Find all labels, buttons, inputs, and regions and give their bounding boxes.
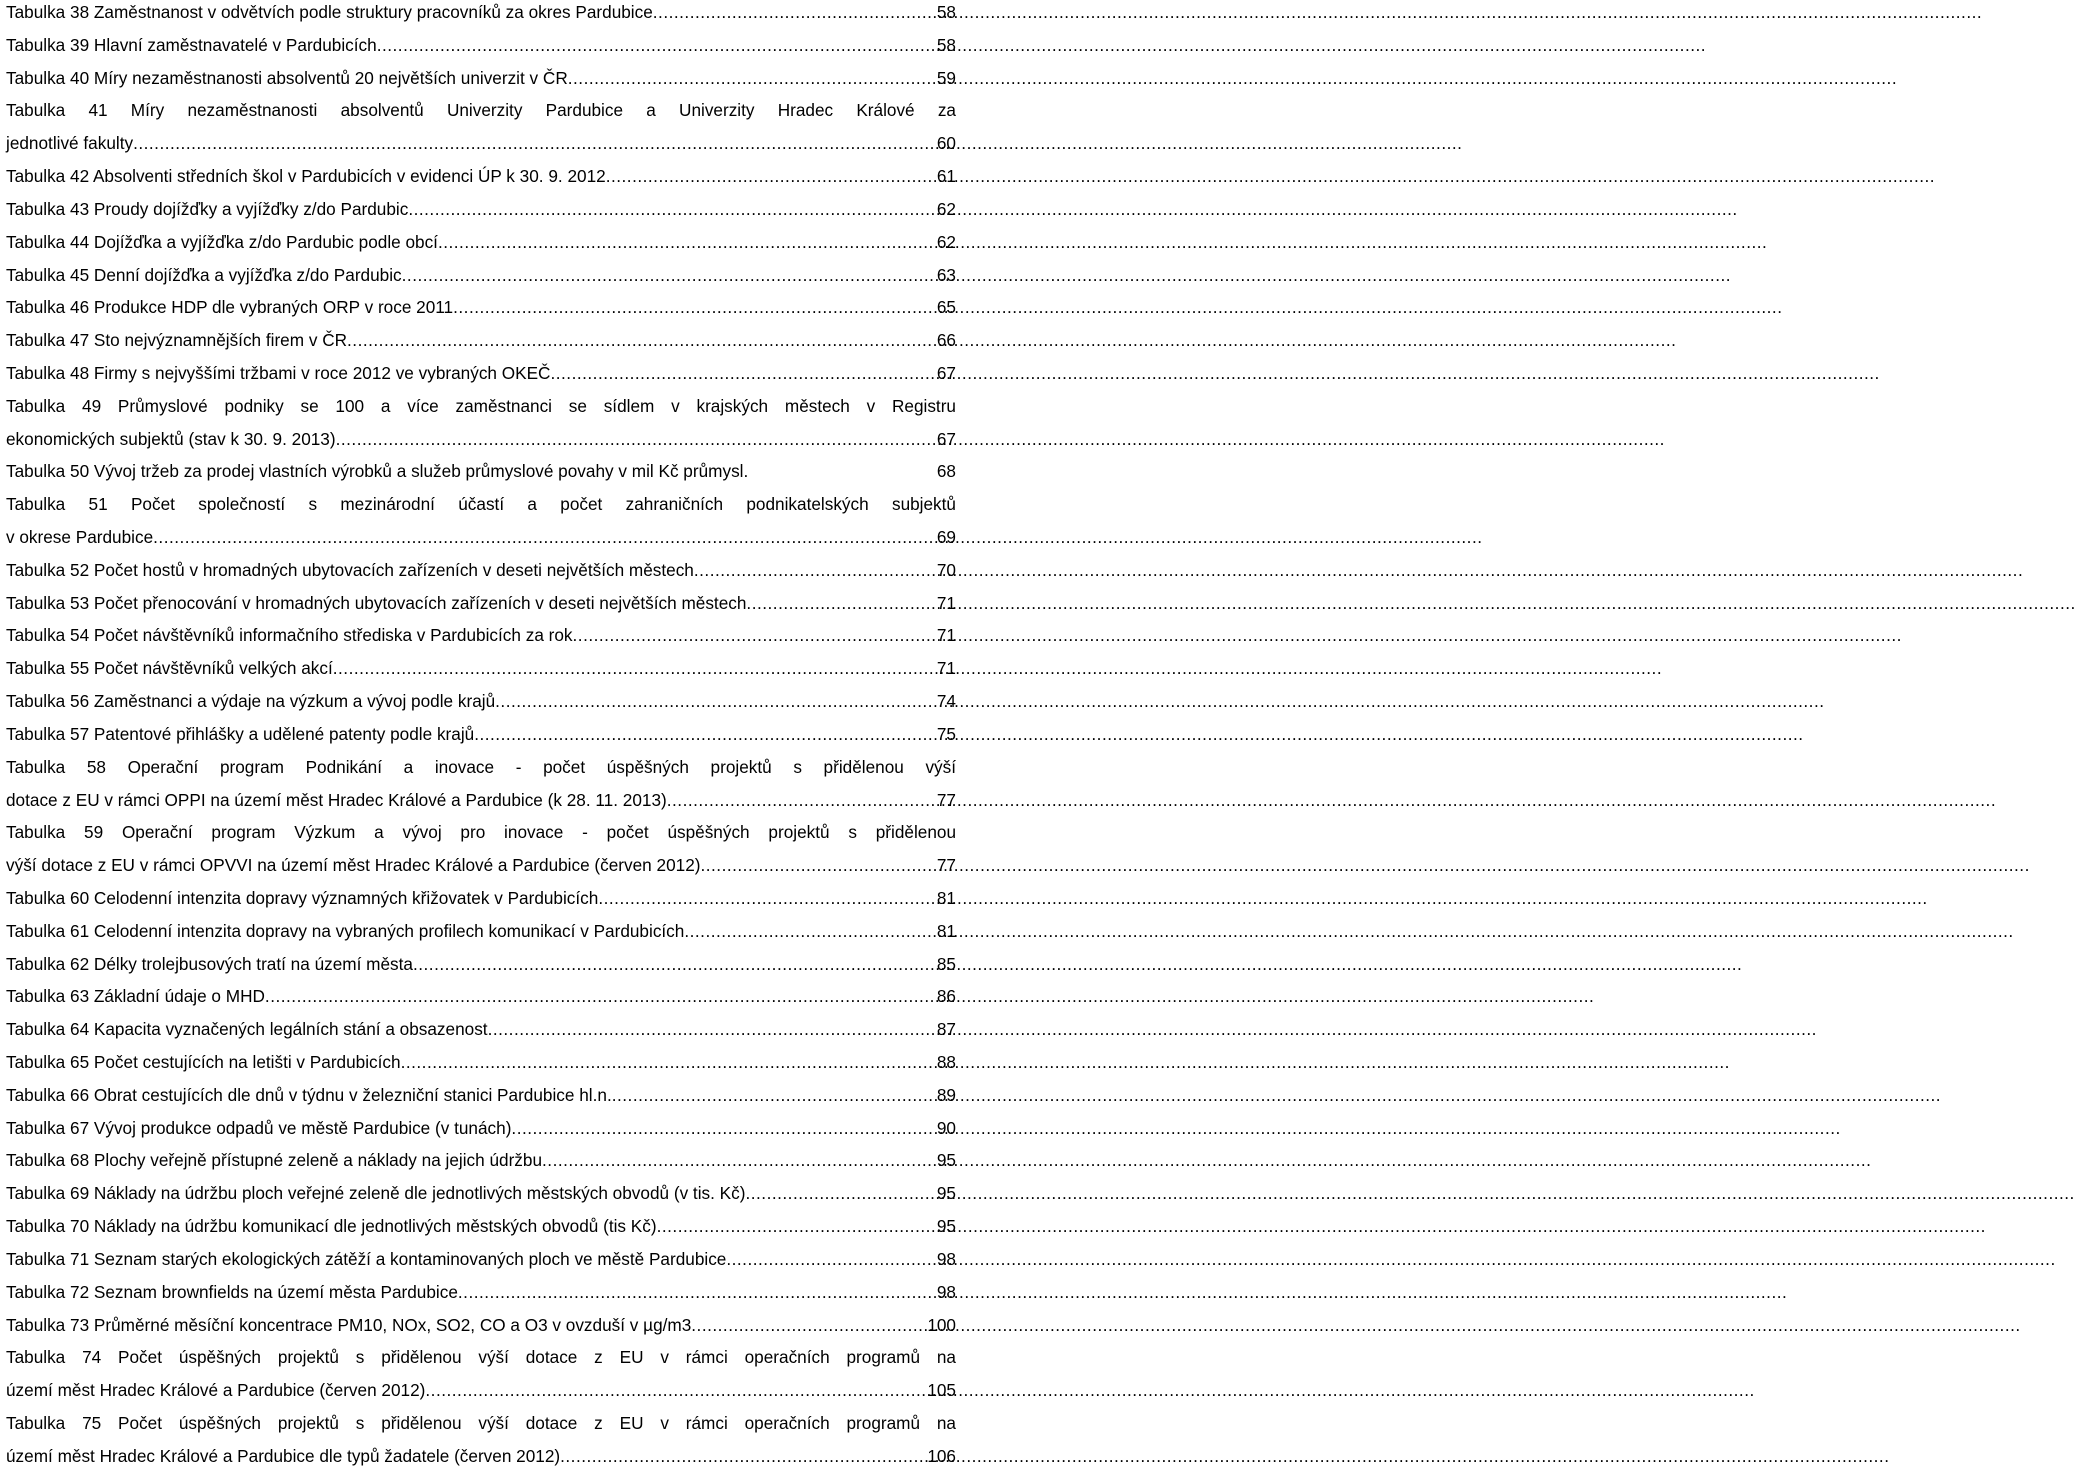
dot-leader (746, 587, 934, 620)
dot-leader (700, 849, 934, 882)
toc-entry-page-number: 77 (936, 855, 956, 876)
dot-leader (745, 1177, 934, 1210)
toc-entry-page-number: 69 (936, 527, 956, 547)
dot-leader (401, 1046, 935, 1079)
toc-entry-title-line: Tabulka 39 Hlavní zaměstnavatelé v Pardubicích (6, 34, 377, 55)
toc-entry-title-line: výší dotace z EU v rámci OPVVI na území měst Hradec Králové a Pardubice (červen 2012) (6, 855, 701, 876)
toc-entry-page-number: 70 (936, 559, 956, 580)
toc-entry[interactable] (6, 193, 956, 226)
toc-entry-title-line: území měst Hradec Králové a Pardubice dle typů žadatele (červen 2012) (6, 1445, 561, 1466)
toc-entry[interactable] (6, 357, 956, 390)
toc-entry-page-number: 100 (927, 1314, 956, 1335)
toc-entry-title-line: Tabulka 65 Počet cestujících na letišti v Pardubicích (6, 1052, 401, 1072)
toc-entry[interactable] (6, 62, 956, 95)
toc-entry-title-line: Tabulka 44 Dojížďka a vyjížďka z/do Pardubic podle obcí (6, 231, 438, 252)
toc-entry-page-number: 71 (936, 658, 956, 679)
dot-leader (453, 291, 935, 324)
toc-entry-title-line: Tabulka 58 Operační program Podnikání a inovace - počet úspěšných projektů s přidělenou výší (6, 756, 956, 777)
dot-leader (550, 357, 934, 390)
toc-entry[interactable] (6, 1309, 956, 1342)
toc-entry[interactable] (6, 259, 956, 292)
dot-leader (573, 619, 935, 652)
dot-leader (474, 718, 935, 751)
toc-entry-page-number: 71 (936, 625, 956, 646)
toc-entry-title-line: jednotlivé fakulty (6, 133, 134, 154)
dot-leader (726, 1243, 935, 1276)
toc-entry[interactable] (6, 1341, 956, 1407)
toc-entry-title-line: Tabulka 60 Celodenní intenzita dopravy významných křižovatek v Pardubicích (6, 887, 599, 908)
toc-entry[interactable] (6, 948, 956, 981)
toc-entry[interactable] (6, 390, 956, 456)
toc-entry-page-number: 98 (936, 1281, 956, 1302)
toc-entry-page-number: 71 (936, 592, 956, 613)
toc-entry[interactable] (6, 980, 956, 1013)
toc-entry-page-number: 65 (936, 297, 956, 318)
toc-entry-page-number: 58 (936, 34, 956, 55)
toc-entry[interactable] (6, 0, 956, 29)
toc-entry[interactable] (6, 915, 956, 948)
toc-entry-page-number: 88 (936, 1052, 956, 1072)
toc-entry-title-line: území měst Hradec Králové a Pardubice (červen 2012) (6, 1380, 426, 1401)
toc-entry-page-number: 95 (936, 1216, 956, 1237)
dot-leader (653, 0, 935, 29)
toc-entry[interactable] (6, 1112, 956, 1145)
toc-entry[interactable] (6, 718, 956, 751)
dot-leader (568, 62, 935, 95)
toc-entry-title-line: Tabulka 51 Počet společností s mezinárodní účastí a počet zahraničních podnikatelských subjektů (6, 494, 956, 515)
dot-leader (612, 1079, 935, 1112)
toc-entry-title-line: Tabulka 49 Průmyslové podniky se 100 a více zaměstnanci se sídlem v krajských městech v Registru (6, 395, 956, 416)
dot-leader (691, 1309, 925, 1342)
toc-entry-page-number: 68 (936, 461, 956, 482)
toc-entry[interactable] (6, 160, 956, 193)
dot-leader (542, 1144, 935, 1177)
dot-leader (438, 226, 935, 259)
toc-entry[interactable] (6, 1013, 956, 1046)
toc-entry-title-line: Tabulka 62 Délky trolejbusových tratí na území města (6, 953, 413, 974)
toc-entry-page-number: 67 (936, 428, 956, 449)
dot-leader (402, 259, 935, 292)
dot-leader (511, 1112, 934, 1145)
toc-entry-title-line: Tabulka 68 Plochy veřejně přístupné zeleně a náklady na jejich údržbu (6, 1150, 543, 1171)
toc-entry-page-number: 75 (936, 723, 956, 744)
table-of-tables-list (6, 0, 956, 1473)
toc-entry[interactable] (6, 29, 956, 62)
toc-entry-title-line: Tabulka 54 Počet návštěvníků informačního střediska v Pardubicích za rok (6, 625, 573, 646)
toc-entry-title-line: Tabulka 70 Náklady na údržbu komunikací dle jednotlivých městských obvodů (tis Kč) (6, 1216, 657, 1237)
toc-entry-page-number: 67 (936, 362, 956, 383)
dot-leader (425, 1374, 925, 1407)
dot-leader (408, 193, 935, 226)
toc-entry[interactable] (6, 1046, 956, 1079)
toc-entry-page-number: 90 (936, 1117, 956, 1138)
toc-entry-title-line: Tabulka 52 Počet hostů v hromadných ubytovacích zařízeních v deseti největších městech (6, 559, 694, 580)
dot-leader (153, 521, 935, 554)
toc-entry-title-line: Tabulka 50 Vývoj tržeb za prodej vlastních výrobků a služeb průmyslové povahy v mil Kč průmysl. (6, 461, 749, 482)
toc-entry-title-line: dotace z EU v rámci OPPI na území měst Hradec Králové a Pardubice (k 28. 11. 2013) (6, 789, 667, 810)
toc-entry-page-number: 87 (936, 1019, 956, 1040)
dot-leader (495, 685, 935, 718)
dot-leader (667, 784, 935, 817)
toc-entry-title-line: Tabulka 38 Zaměstnanost v odvětvích podle struktury pracovníků za okres Pardubice (6, 2, 653, 22)
toc-entry[interactable] (6, 554, 956, 587)
toc-entry-page-number: 77 (936, 789, 956, 810)
dot-leader (488, 1013, 935, 1046)
dot-leader (265, 980, 935, 1013)
dot-leader (560, 1440, 925, 1473)
toc-entry[interactable] (6, 587, 956, 620)
toc-entry-title-line: Tabulka 56 Zaměstnanci a výdaje na výzkum a vývoj podle krajů (6, 691, 496, 712)
toc-entry-page-number: 106 (927, 1445, 956, 1466)
toc-entry[interactable] (6, 652, 956, 685)
toc-entry-title-line: Tabulka 42 Absolventi středních škol v Pardubicích v evidenci ÚP k 30. 9. 2012 (6, 166, 606, 187)
toc-entry-title-line: Tabulka 45 Denní dojížďka a vyjížďka z/do Pardubic (6, 264, 402, 285)
toc-entry-title-line: Tabulka 53 Počet přenocování v hromadných ubytovacích zařízeních v deseti největších městech (6, 592, 747, 613)
dot-leader (694, 554, 935, 587)
dot-leader (377, 29, 935, 62)
toc-entry-page-number: 74 (936, 691, 956, 712)
toc-entry[interactable] (6, 455, 956, 488)
toc-entry[interactable] (6, 619, 956, 652)
toc-entry[interactable] (6, 291, 956, 324)
toc-entry-title-line: Tabulka 75 Počet úspěšných projektů s přidělenou výší dotace z EU v rámci operačních programů na (6, 1412, 956, 1433)
toc-entry-page-number: 60 (936, 133, 956, 154)
toc-entry-page-number: 81 (936, 887, 956, 908)
dot-leader (598, 882, 935, 915)
dot-leader (606, 160, 935, 193)
dot-leader (333, 652, 935, 685)
toc-entry-title-line: Tabulka 63 Základní údaje o MHD (6, 986, 265, 1007)
toc-entry-title-line: v okrese Pardubice (6, 527, 154, 547)
toc-entry[interactable] (6, 685, 956, 718)
toc-entry-title-line: Tabulka 72 Seznam brownfields na území města Pardubice (6, 1281, 458, 1302)
toc-entry-page-number: 63 (936, 264, 956, 285)
toc-entry[interactable] (6, 1177, 956, 1210)
toc-entry-title-line: Tabulka 71 Seznam starých ekologických zátěží a kontaminovaných ploch ve městě Pardubice (6, 1248, 727, 1269)
toc-entry-title-line: Tabulka 43 Proudy dojížďky a vyjížďky z/do Pardubic (6, 198, 409, 219)
toc-entry-title-line: Tabulka 64 Kapacita vyznačených legálních stání a obsazenost (6, 1019, 488, 1040)
toc-entry-page-number: 95 (936, 1150, 956, 1171)
dot-leader (458, 1276, 935, 1309)
dot-leader (413, 948, 935, 981)
dot-leader (347, 324, 935, 357)
toc-entry[interactable] (6, 324, 956, 357)
toc-entry-title-line: Tabulka 47 Sto nejvýznamnějších firem v ČR (6, 330, 348, 351)
toc-entry-page-number: 86 (936, 986, 956, 1007)
toc-entry-title-line: Tabulka 74 Počet úspěšných projektů s přidělenou výší dotace z EU v rámci operačních programů na (6, 1347, 956, 1368)
dot-leader (684, 915, 935, 948)
toc-entry-page-number: 59 (936, 67, 956, 88)
toc-entry[interactable] (6, 1407, 956, 1473)
dot-leader (133, 127, 935, 160)
toc-entry-title-line: Tabulka 46 Produkce HDP dle vybraných ORP v roce 2011 (6, 297, 454, 318)
toc-entry-page-number: 62 (936, 231, 956, 252)
toc-entry-title-line: Tabulka 40 Míry nezaměstnanosti absolventů 20 největších univerzit v ČR (6, 67, 568, 88)
toc-entry[interactable] (6, 1243, 956, 1276)
toc-entry-page-number: 105 (927, 1380, 956, 1401)
toc-entry[interactable] (6, 816, 956, 882)
toc-entry[interactable] (6, 882, 956, 915)
toc-entry[interactable] (6, 751, 956, 817)
toc-entry-title-line: Tabulka 73 Průměrné měsíční koncentrace PM10, NOx, SO2, CO a O3 v ovzduší v µg/m3 (6, 1314, 692, 1335)
toc-entry[interactable] (6, 94, 956, 160)
toc-entry-page-number: 89 (936, 1084, 956, 1105)
toc-entry-title-line: Tabulka 61 Celodenní intenzita dopravy na vybraných profilech komunikací v Pardubicích (6, 920, 685, 941)
toc-entry[interactable] (6, 488, 956, 554)
toc-entry-page-number: 95 (936, 1183, 956, 1204)
toc-entry-title-line: Tabulka 69 Náklady na údržbu ploch veřejné zeleně dle jednotlivých městských obvodů (v tis. Kč) (6, 1183, 746, 1204)
toc-entry[interactable] (6, 226, 956, 259)
toc-entry[interactable] (6, 1210, 956, 1243)
toc-entry[interactable] (6, 1276, 956, 1309)
toc-entry-page-number: 61 (936, 166, 956, 187)
toc-entry[interactable] (6, 1079, 956, 1112)
toc-entry-title-line: Tabulka 55 Počet návštěvníků velkých akcí (6, 658, 333, 679)
toc-entry-page-number: 98 (936, 1248, 956, 1269)
toc-entry[interactable] (6, 1144, 956, 1177)
toc-entry-title-line: Tabulka 67 Vývoj produkce odpadů ve městě Pardubice (v tunách) (6, 1117, 512, 1138)
toc-entry-page-number: 81 (936, 920, 956, 941)
toc-entry-page-number: 66 (936, 330, 956, 351)
toc-entry-title-line: ekonomických subjektů (stav k 30. 9. 2013) (6, 428, 336, 449)
toc-entry-page-number: 58 (936, 2, 956, 22)
toc-entry-title-line: Tabulka 57 Patentové přihlášky a udělené patenty podle krajů (6, 723, 475, 744)
dot-leader (336, 423, 935, 456)
toc-entry-title-line: Tabulka 48 Firmy s nejvyššími tržbami v roce 2012 ve vybraných OKEČ (6, 362, 551, 383)
toc-entry-page-number: 62 (936, 198, 956, 219)
toc-entry-title-line: Tabulka 59 Operační program Výzkum a vývoj pro inovace - počet úspěšných projektů s přidělenou (6, 822, 956, 843)
toc-entry-page-number: 85 (936, 953, 956, 974)
toc-entry-title-line: Tabulka 66 Obrat cestujících dle dnů v týdnu v železniční stanici Pardubice hl.n. (6, 1084, 612, 1105)
toc-entry-title-line: Tabulka 41 Míry nezaměstnanosti absolventů Univerzity Pardubice a Univerzity Hradec Králové za (6, 100, 956, 121)
dot-leader (657, 1210, 935, 1243)
